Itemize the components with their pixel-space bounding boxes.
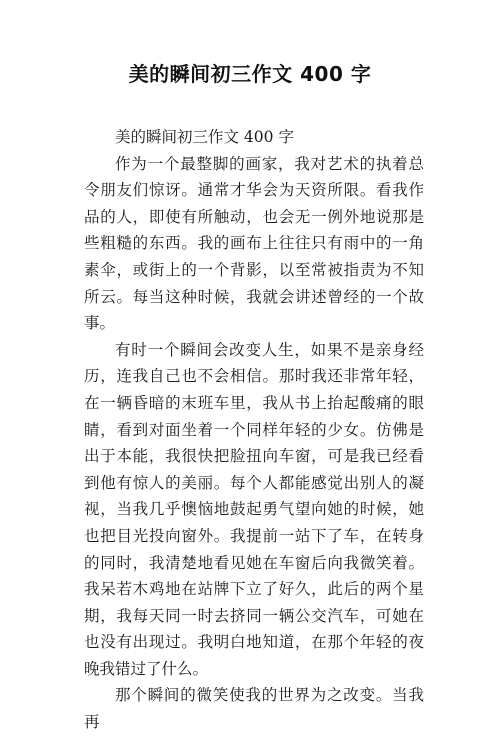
document-subtitle: 美的瞬间初三作文 400 字 [115, 128, 294, 146]
paragraph-2: 有时一个瞬间会改变人生，如果不是亲身经历，连我自己也不会相信。那时我还非常年轻，在一辆昏暗的末班车里，我从书上抬起酸痛的眼睛，看到对面坐着一个同样年轻的少女。仿佛是出于本能，我很快把脸扭向车窗，可是我已经看到他有惊人的美丽。每个人都能感觉出别人的凝视，当我几乎懊恼地鼓起勇气望向她的时候，她也把目光投向窗外。我提前一站下了车，在转身的同时，我清楚地看见她在车窗后向我微笑着。我呆若木鸡地在站牌下立了好久，此后的两个星期，我每天同一时去挤同一辆公交汽车，可她在也没有出现过。我明白地知道，在那个年轻的夜晚我错过了什么。 [84, 340, 424, 678]
paragraph-1: 作为一个最整脚的画家，我对艺术的执着总令朋友们惊讶。通常才华会为天资所限。看我作品的人，即使有所触动，也会无一例外地说那是些粗糙的东西。我的画布上往往只有雨中的一角素伞，或街上的一个背影，以至常被指责为不知所云。每当这种时候，我就会讲述曾经的一个故事。 [84, 154, 424, 333]
paragraph-3: 那个瞬间的微笑使我的世界为之改变。当我再 [84, 686, 424, 732]
document-title: 美的瞬间初三作文 400 字 [128, 62, 372, 86]
document-body [84, 124, 424, 736]
